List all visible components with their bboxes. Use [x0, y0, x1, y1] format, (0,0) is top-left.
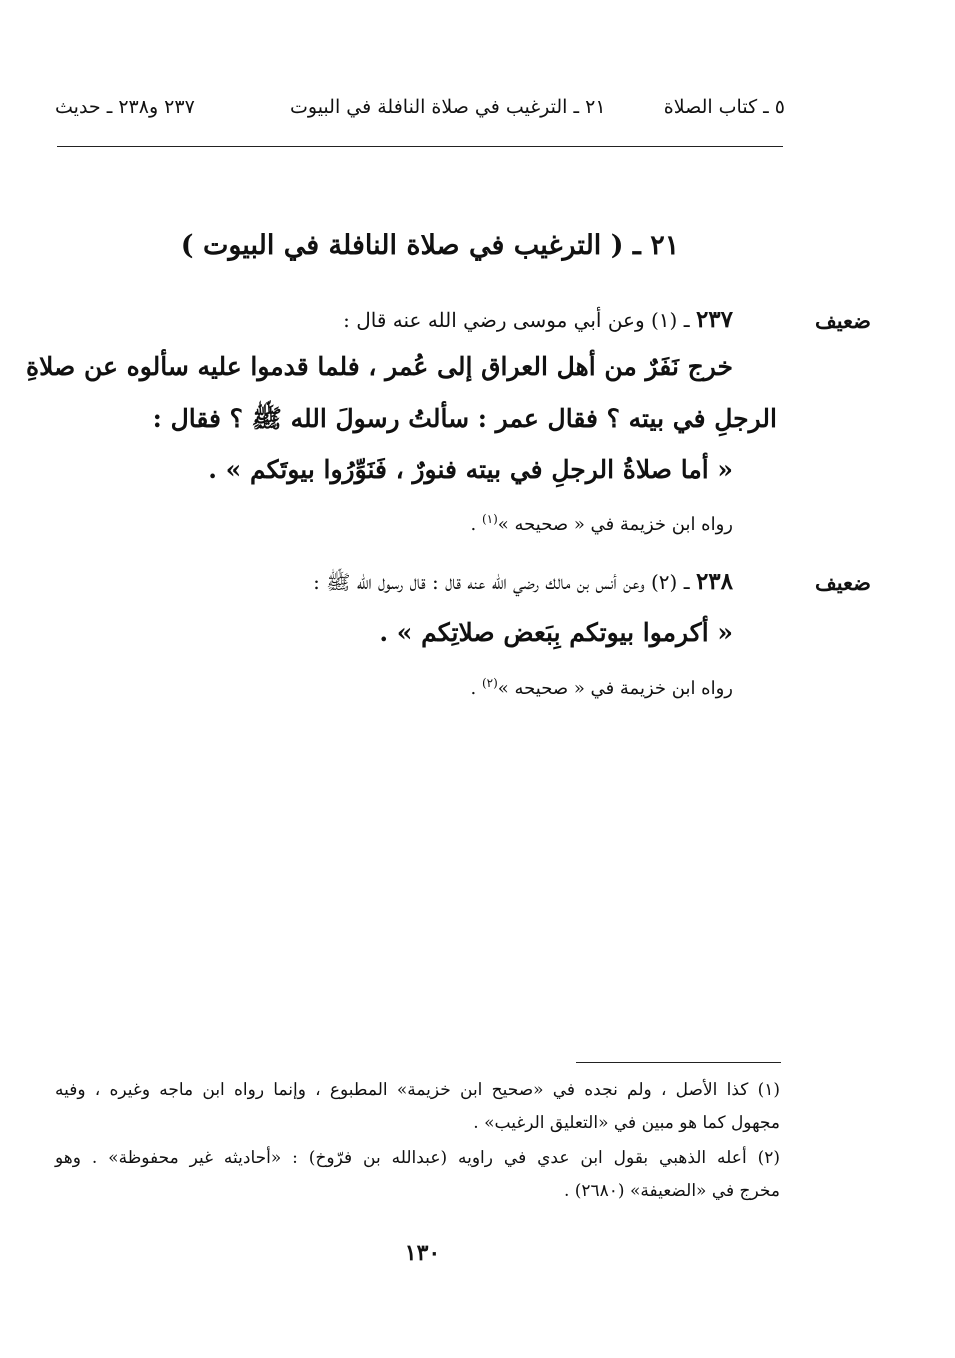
hadith-intro [343, 306, 733, 333]
hadith-number: ٢٣٨ [695, 568, 733, 595]
hadith-body-line: خرج نَفَرٌ من أهل العراق إلى عُمر ، فلما قدموا عليه سألوه عن صلاةِ [26, 352, 733, 381]
hadith-source-end: . [470, 678, 482, 699]
footnote-line: (٢) أعله الذهبي بقول ابن عدي في راويه (عبدالله بن فرّوخ) : «أحاديثه غير محفوظة» . وهو [55, 1148, 780, 1168]
hadith-intro [313, 568, 733, 599]
hadith-number: ٢٣٧ [695, 306, 733, 333]
footnote-line: (١) كذا الأصل ، ولم نجده في «صحيح ابن خزيمة» المطبوع ، وإنما رواه ابن ماجه وغيره ، وفيه [55, 1080, 780, 1100]
chapter-title: ٢١ ـ ( الترغيب في صلاة النافلة في البيوت ) [180, 230, 680, 261]
hadith-intro-text: ـ (٢) وعن أنس بن مالك رضي الله عنه قال : قال رسول الله ﷺ : [313, 570, 690, 594]
footnote-ref: (٢) [481, 676, 498, 690]
hadith-source [470, 676, 733, 699]
page-number: ١٣٠ [404, 1240, 441, 1266]
hadith-source-text: رواه ابن خزيمة في « صحيحه » [497, 678, 733, 699]
hadith-body-line: الرجلِ في بيته ؟ فقال عمر : سألتُ رسولَ الله ﷺ ؟ فقال : [152, 404, 777, 433]
hadith-body-line: « أكرموا بيوتكم بِبَعض صلاتِكم » . [379, 618, 733, 647]
footnote-line: مخرج في «الضعيفة» (٢٦٨٠) . [563, 1181, 780, 1201]
hadith-body-line: « أما صلاةُ الرجلِ في بيته فنورٌ ، فَنَوِّرُوا بيوتَكم » . [208, 455, 733, 484]
header-section: ٢١ ـ الترغيب في صلاة النافلة في البيوت [290, 96, 606, 118]
header-chapter: ٥ ـ كتاب الصلاة [663, 96, 785, 118]
hadith-intro-text: ـ (١) وعن أبي موسى رضي الله عنه قال : [343, 308, 690, 332]
footnote-line: مجهول كما هو مبين في «التعليق الرغيب» . [473, 1113, 780, 1133]
footnote-divider [576, 1062, 781, 1063]
hadith-source-end: . [470, 514, 482, 535]
header-hadith-range: ٢٣٧ و٢٣٨ ـ حديث [55, 96, 195, 118]
header-divider [57, 146, 783, 147]
hadith-source-text: رواه ابن خزيمة في « صحيحه » [497, 514, 733, 535]
hadith-source [470, 512, 733, 535]
hadith-grade: ضعيف [814, 570, 871, 595]
hadith-grade: ضعيف [814, 308, 871, 333]
footnote-ref: (١) [481, 512, 498, 526]
